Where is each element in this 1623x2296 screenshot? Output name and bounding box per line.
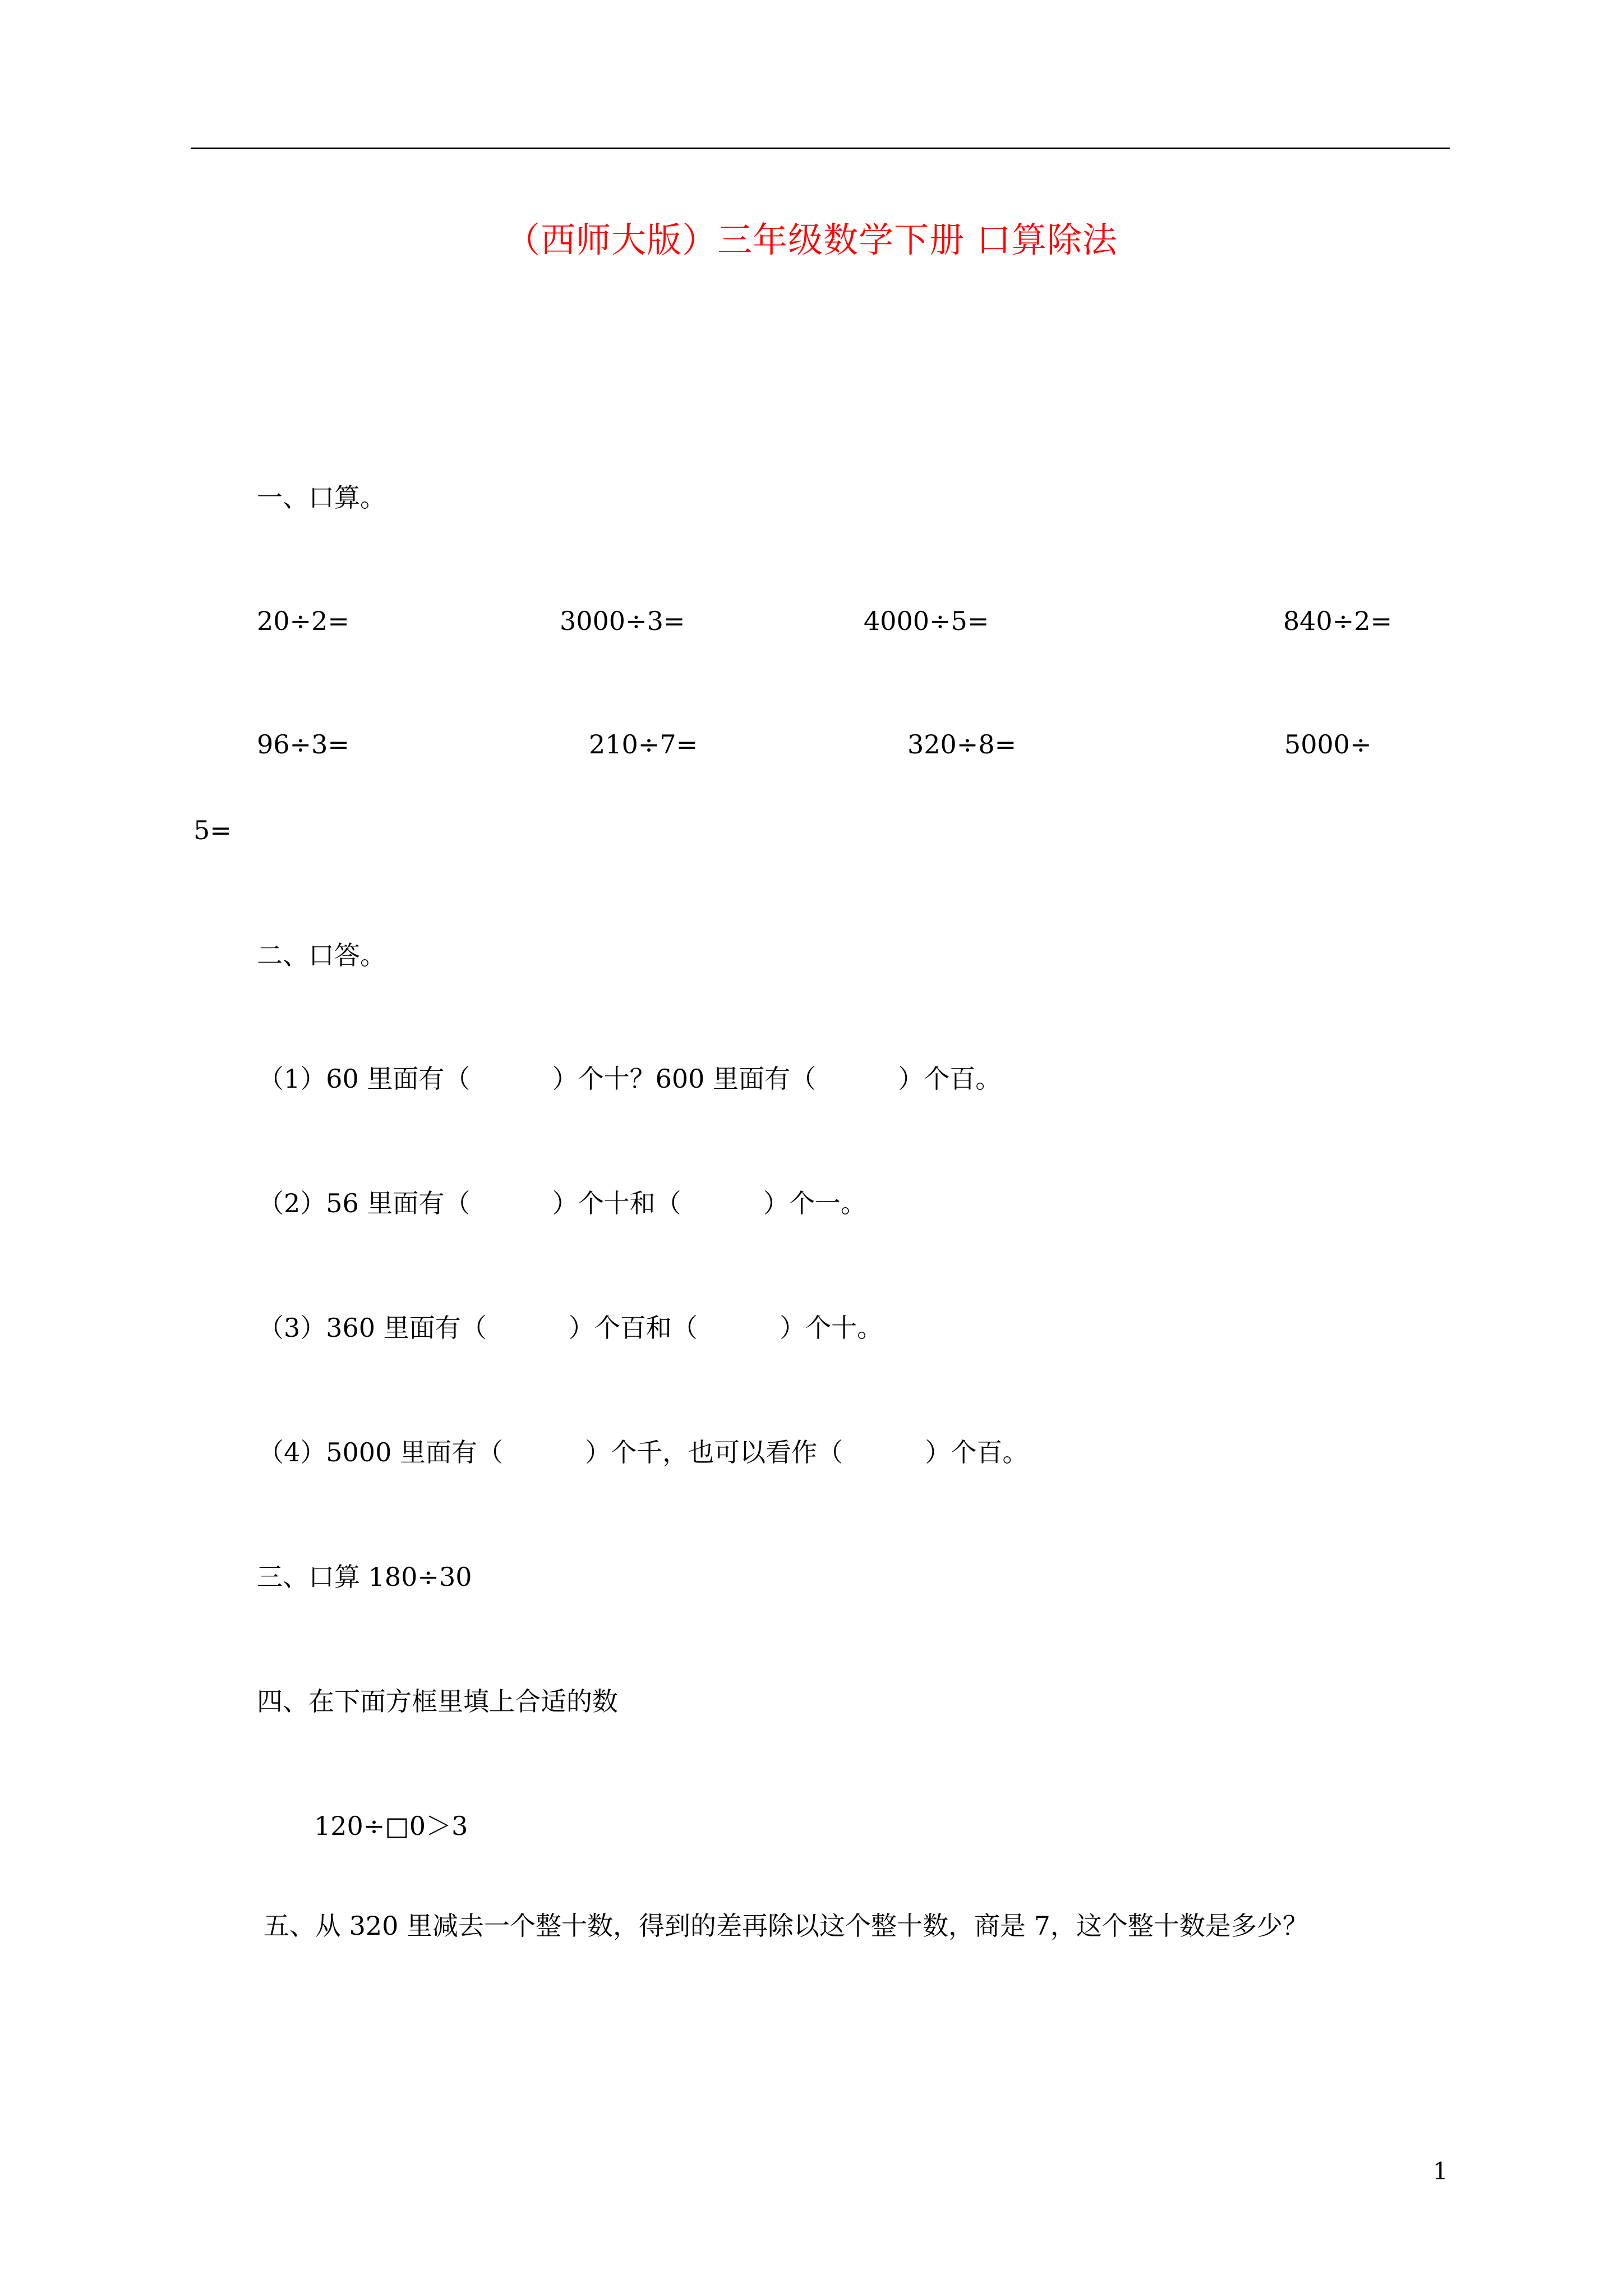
problem-840-div-2: 840÷2=	[1283, 606, 1393, 636]
problem-20-div-2: 20÷2=	[257, 606, 349, 636]
section-3-heading: 三、口算 180÷30	[257, 1562, 472, 1592]
section-1-heading: 一、口算。	[257, 482, 386, 513]
page-number: 1	[1433, 2157, 1448, 2185]
problem-210-div-7: 210÷7=	[589, 729, 698, 760]
question-3: （3）360 里面有（ ）个百和（ ）个十。	[258, 1313, 883, 1343]
header-rule	[191, 148, 1450, 149]
problem-5000-div-5: 5000÷	[1284, 729, 1372, 760]
page-title: （西师大版）三年级数学下册 口算除法	[505, 219, 1118, 260]
fill-in-expression: 120÷□0＞3	[314, 1811, 468, 1841]
problem-3000-div-3: 3000÷3=	[560, 606, 685, 636]
section-5-heading: 五、从 320 里减去一个整十数，得到的差再除以这个整十数，商是 7，这个整十数是多少？	[264, 1911, 1308, 1941]
section-2-heading: 二、口答。	[257, 940, 386, 970]
problem-96-div-3: 96÷3=	[257, 729, 349, 760]
problem-320-div-8: 320÷8=	[907, 729, 1017, 760]
question-4: （4）5000 里面有（ ）个千，也可以看作（ ）个百。	[258, 1437, 1029, 1467]
section-4-heading: 四、在下面方框里填上合适的数	[257, 1686, 618, 1717]
problem-5000-div-5-wrap: 5=	[193, 815, 232, 845]
question-2: （2）56 里面有（ ）个十和（ ）个一。	[258, 1188, 866, 1218]
question-1: （1）60 里面有（ ）个十？600 里面有（ ）个百。	[258, 1064, 1002, 1094]
problem-4000-div-5: 4000÷5=	[864, 606, 989, 636]
